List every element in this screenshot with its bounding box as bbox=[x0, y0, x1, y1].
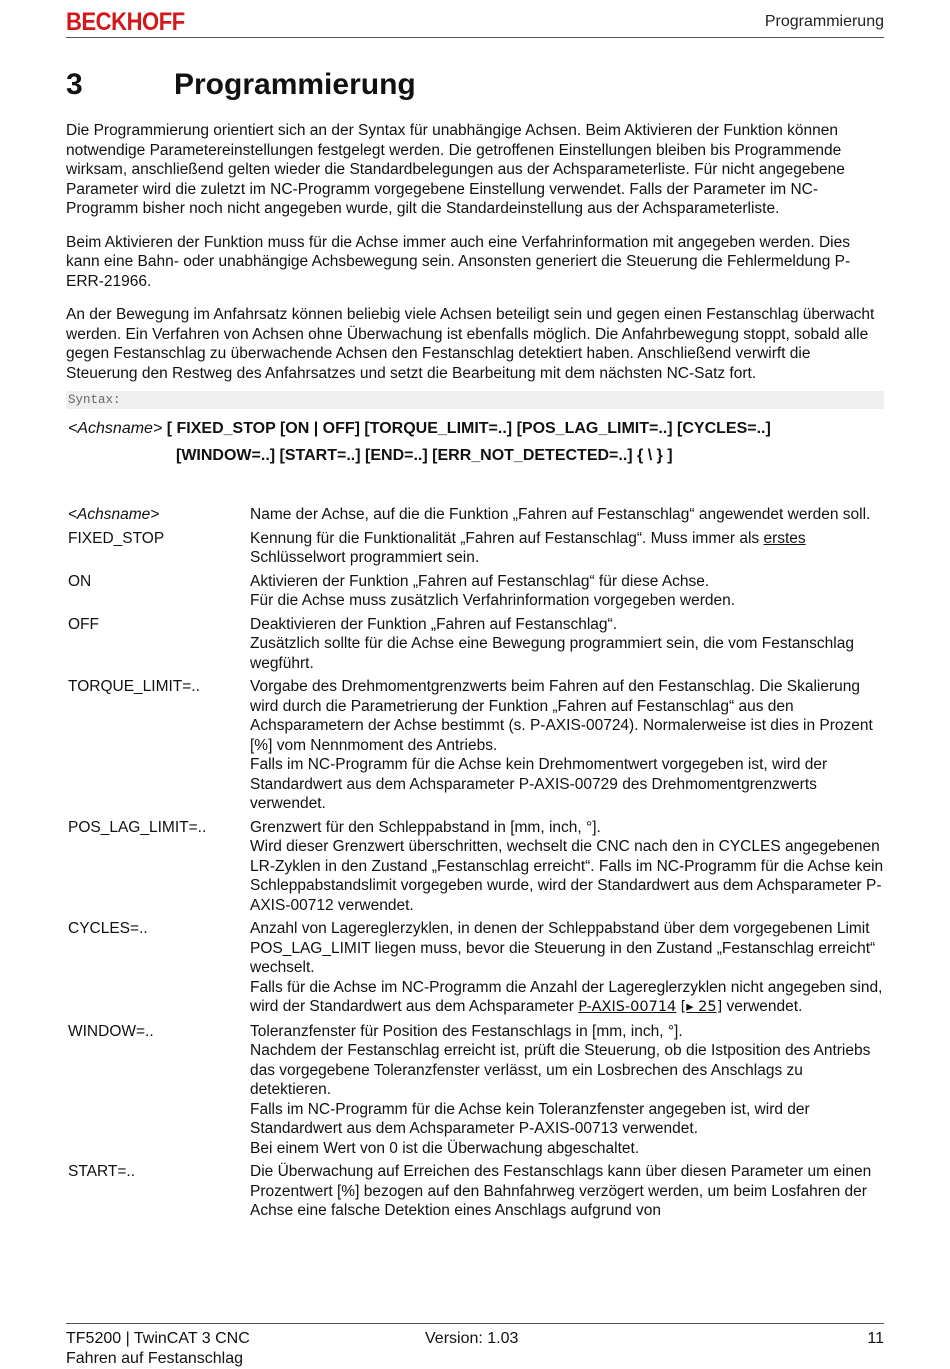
param-desc bbox=[250, 529, 884, 568]
paragraph: An der Bewegung im Anfahrsatz können beliebig viele Achsen beteiligt sein und gegen einen Festanschlag überwacht werden. Ein Verfahren von Achsen ohne Überwachung ist ebenfalls möglich. Die Anfahrbewegung stoppt, sobald alle gegen Festanschlag zu überwachende Achsen den Festanschlag detektiert haben. Anschließend verwirft die Steuerung den Restweg des Anfahrsatzes und setzt die Bearbeitung mit dem nächsten NC-Satz fort. bbox=[66, 306, 875, 382]
param-desc-text bbox=[250, 978, 884, 1018]
param-name: <Achsname> bbox=[68, 506, 160, 523]
param-desc-text: Toleranzfenster für Position des Festanschlags in [mm, inch, °]. bbox=[250, 1022, 683, 1040]
paragraph: Beim Aktivieren der Funktion muss für die Achse immer auch eine Verfahrinformation mit angegeben werden. Dies kann eine Bahn- oder unabhängige Achsbewegung sein. Ansonsten generiert die Steuerung die Fehlermeldung P-ERR-21966. bbox=[66, 233, 851, 290]
param-row bbox=[66, 818, 884, 916]
param-row bbox=[66, 505, 884, 525]
param-desc-text: Aktivieren der Funktion „Fahren auf Festanschlag“ für diese Achse. bbox=[250, 572, 710, 590]
param-link[interactable]: P-AXIS-00714 bbox=[578, 999, 677, 1015]
param-desc-text: Kennung für die Funktionalität „Fahren auf Festanschlag“. Muss immer als bbox=[250, 529, 764, 547]
param-row bbox=[66, 919, 884, 1018]
syntax-label: Syntax: bbox=[66, 391, 884, 409]
param-row bbox=[66, 677, 884, 814]
param-desc-text: Falls im NC-Programm für die Achse kein Drehmomentwert vorgegeben ist, wird der Standardwert aus dem Achsparameter P-AXIS-00729 des Drehmomentgrenzwerts verwendet. bbox=[250, 756, 828, 812]
param-desc-text: Wird dieser Grenzwert überschritten, wechselt die CNC nach den in CYCLES angegebenen LR-Zyklen in den Zustand „Festanschlag erreicht“. Falls im NC-Programm für die Achse kein Schleppabstandslimit vorgegeben wurde, wird der Standardwert aus dem Achsparameter P-AXIS-00712 verwendet. bbox=[250, 838, 884, 914]
param-name: ON bbox=[68, 572, 92, 590]
paragraph: Die Programmierung orientiert sich an der Syntax für unabhängige Achsen. Beim Aktivieren der Funktion können notwendige Parametereinstellungen festgelegt werden. Die getroffenen Einstellungen bleiben bis Programmende wirksam, anschließend gelten wieder die Standardbelegungen aus der Achsparameterliste. Für nicht angegebene Parameter wird die zuletzt im NC-Programm vorgegebene Einstellung verwendet. Falls der Parameter im NC-Programm bisher noch nicht angegeben wurde, gilt die Standardeinstellung aus der Achsparameterliste. bbox=[66, 122, 845, 217]
syntax-block bbox=[66, 415, 884, 469]
syntax-line-1 bbox=[68, 415, 884, 442]
param-name: CYCLES=.. bbox=[68, 920, 148, 937]
parameter-table bbox=[66, 505, 884, 1221]
param-desc bbox=[250, 572, 884, 611]
footer-product: TF5200 | TwinCAT 3 CNC bbox=[66, 1330, 250, 1347]
param-row bbox=[66, 1022, 884, 1159]
param-desc-text: Grenzwert für den Schleppabstand in [mm, inch, °]. bbox=[250, 818, 601, 836]
param-desc-text: Bei einem Wert von 0 ist die Überwachung abgeschaltet. bbox=[250, 1139, 640, 1157]
header-section-title: Programmierung bbox=[764, 13, 884, 30]
param-desc-emphasis: erstes bbox=[763, 529, 806, 547]
param-desc bbox=[250, 1022, 884, 1159]
syntax-line-1-text: [ FIXED_STOP [ON | OFF] [TORQUE_LIMIT=..] [POS_LAG_LIMIT=..] [CYCLES=..] bbox=[162, 420, 771, 437]
footer-divider bbox=[66, 1323, 884, 1324]
chapter-title: Programmierung bbox=[174, 68, 416, 101]
footer-subtitle: Fahren auf Festanschlag bbox=[66, 1350, 243, 1367]
param-row bbox=[66, 572, 884, 611]
param-name: OFF bbox=[68, 615, 99, 633]
footer-version: Version: 1.03 bbox=[425, 1330, 519, 1347]
param-desc bbox=[250, 818, 884, 916]
param-desc-text: Nachdem der Festanschlag erreicht ist, prüft die Steuerung, ob die Istposition des Antriebs das vorgegebene Toleranzfenster verlässt, um ein Losbrechen des Anschlags zu detektieren. bbox=[250, 1042, 871, 1098]
param-desc bbox=[250, 919, 884, 1018]
page-ref-link[interactable]: [▸ 25] bbox=[680, 999, 723, 1015]
param-row bbox=[66, 529, 884, 568]
param-desc-text: Zusätzlich sollte für die Achse eine Bewegung programmiert sein, die vom Festanschlag wegführt. bbox=[250, 635, 854, 672]
param-desc-text: Vorgabe des Drehmomentgrenzwerts beim Fahren auf den Festanschlag. Die Skalierung wird durch die Parametrierung der Funktion „Fahren auf Festanschlag“ aus den Achsparametern der Achse bestimmt (s. P-AXIS-00724). Normalerweise ist dies in Prozent [%] vom Nennmoment des Antriebs. bbox=[250, 678, 873, 754]
param-desc bbox=[250, 505, 884, 525]
param-row bbox=[66, 615, 884, 674]
chapter-number: 3 bbox=[66, 68, 83, 101]
param-desc-text: Die Überwachung auf Erreichen des Festanschlags kann über diesen Parameter um einen Prozentwert [%] bezogen auf den Bahnfahrweg verzögert werden, um beim Losfahren der Achse eine falsche Detektion eines Anschlags aufgrund von bbox=[250, 1163, 872, 1219]
param-desc-text: Anzahl von Lagereglerzyklen, in denen der Schleppabstand über dem vorgegebenen Limit POS_LAG_LIMIT liegen muss, bevor die Steuerung in den Zustand „Festanschlag erreicht“ wechselt. bbox=[250, 920, 876, 976]
chapter-heading bbox=[66, 68, 416, 102]
param-desc-text: Für die Achse muss zusätzlich Verfahrinformation vorgegeben werden. bbox=[250, 592, 736, 609]
param-desc-text: Name der Achse, auf die die Funktion „Fahren auf Festanschlag“ angewendet werden soll. bbox=[250, 506, 871, 523]
param-desc bbox=[250, 1162, 884, 1221]
param-name: POS_LAG_LIMIT=.. bbox=[68, 818, 207, 836]
footer-page-number: 11 bbox=[867, 1330, 884, 1347]
param-desc bbox=[250, 677, 884, 814]
param-name: START=.. bbox=[68, 1163, 136, 1180]
beckhoff-logo: BECKHOFF bbox=[66, 8, 185, 36]
param-desc-text: Deaktivieren der Funktion „Fahren auf Festanschlag“. bbox=[250, 615, 618, 633]
param-desc-text: Schlüsselwort programmiert sein. bbox=[250, 549, 480, 566]
footer-left bbox=[66, 1329, 250, 1369]
param-desc-text: Falls für die Achse im NC-Programm die Anzahl der Lagereglerzyklen nicht angegeben sind, wird der Standardwert aus dem Achsparameter bbox=[250, 978, 883, 1015]
param-desc-text: Falls im NC-Programm für die Achse kein Toleranzfenster angegeben ist, wird der Standardwert aus dem Achsparameter P-AXIS-00713 verwendet. bbox=[250, 1100, 810, 1137]
param-name: FIXED_STOP bbox=[68, 529, 165, 547]
param-desc bbox=[250, 615, 884, 674]
param-desc-text: verwendet. bbox=[722, 998, 803, 1015]
page-content bbox=[66, 121, 884, 1225]
syntax-line-2: [WINDOW=..] [START=..] [END=..] [ERR_NOT_DETECTED=..] { \ } ] bbox=[176, 447, 673, 464]
param-row bbox=[66, 1162, 884, 1221]
param-name: WINDOW=.. bbox=[68, 1022, 154, 1040]
header-divider bbox=[66, 37, 884, 38]
syntax-axis-name: <Achsname> bbox=[68, 420, 163, 437]
param-name: TORQUE_LIMIT=.. bbox=[68, 678, 200, 695]
